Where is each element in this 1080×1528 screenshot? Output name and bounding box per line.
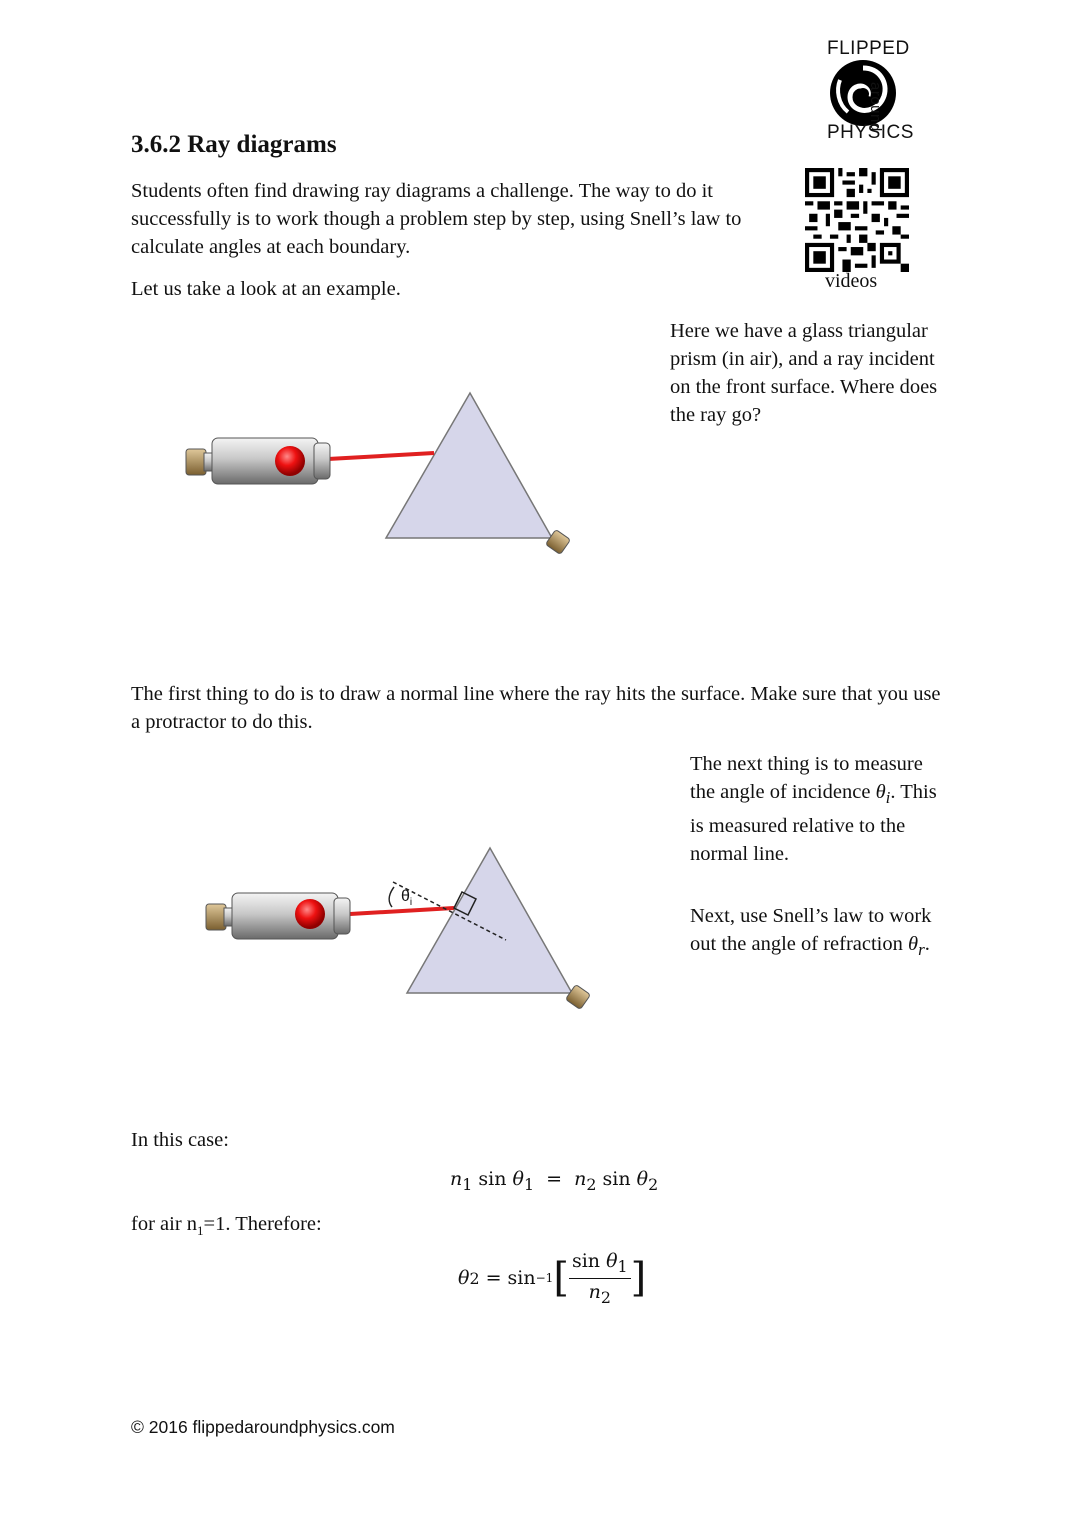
figure-2-caption-b: Next, use Snell’s law to work out the angle of refraction $\theta_r$.: [690, 905, 932, 960]
fraction: $\frac{\sin \theta_1}{n_2}$: [569, 1250, 631, 1307]
figure-1-diagram: [180, 385, 580, 565]
solved-equation: θ 2 = sin −1 [ $\frac{\sin \theta_1}{n_2}$ ]: [458, 1250, 647, 1307]
figure-2-diagram: [200, 840, 600, 1020]
angle-label: $\theta_i$: [401, 888, 413, 909]
logo-bottom-text: PHYSICS: [827, 122, 914, 143]
intro-paragraph-2: Let us take a look at an example.: [131, 278, 401, 300]
logo-top-text: FLIPPED: [827, 38, 910, 59]
for-air-text: for air $n_1=1$. Therefore:: [131, 1213, 322, 1239]
figure-1-caption: Here we have a glass triangular prism (in air), and a ray incident on the front surface. Where does the ray go?: [670, 320, 938, 426]
incident-ray: [350, 908, 454, 914]
incident-ray: [328, 453, 434, 459]
logo-side-text: around: [867, 82, 884, 132]
snell-law-equation: $n_1$ $\sin \theta_1 = n_2$ $\sin \theta_2$: [450, 1168, 659, 1194]
qr-code[interactable]: [805, 168, 909, 272]
laser-device: [206, 893, 350, 939]
angle-arc: [389, 887, 394, 907]
figure-2-caption-a: The next thing is to measure the angle of incidence $\theta_i$. This is measured relative to the normal line.: [690, 753, 937, 866]
prism: [386, 393, 552, 538]
qr-caption: videos: [825, 270, 878, 292]
laser-device: [186, 438, 330, 484]
section-title: 3.6.2 Ray diagrams: [131, 131, 337, 158]
prism: [407, 848, 572, 993]
logo-swirl-icon: [828, 58, 898, 128]
intro-paragraph: Students often find drawing ray diagrams a challenge. The way to do it successfully is to work though a problem step by step, using Snell’s law to calculate angles at each boundary.: [131, 180, 742, 258]
logo: [824, 38, 919, 146]
footer-copyright: © 2016 flippedaroundphysics.com: [131, 1417, 395, 1437]
step-1-text: The first thing to do is to draw a normal line where the ray hits the surface. Make sure that you use a protractor to do this.: [131, 683, 941, 733]
in-this-case-text: In this case:: [131, 1129, 229, 1151]
